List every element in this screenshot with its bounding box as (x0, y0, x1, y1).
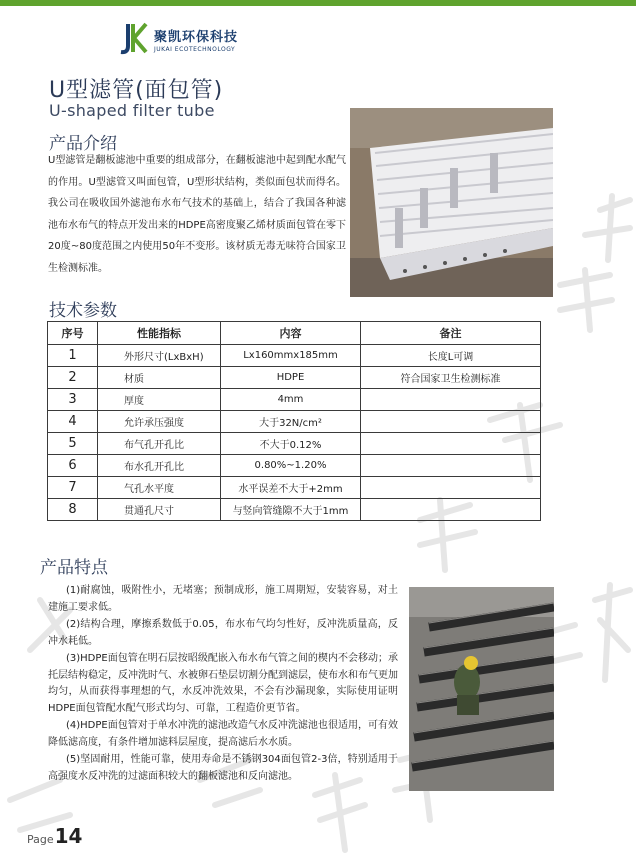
row-indicator: 气孔水平度 (98, 477, 221, 499)
table-row (48, 477, 541, 499)
row-remarks (361, 389, 541, 411)
page-footer (27, 824, 82, 848)
row-remarks: 长度L可调 (361, 345, 541, 367)
col-header-index: 序号 (48, 322, 98, 345)
features-list (48, 583, 398, 786)
intro-text: U型滤管是翻板滤池中重要的组成部分，在翻板滤池中起到配水配气的作用。U型滤管又叫面包管，U型形状结构，类似面包状而得名。我公司在吸收国外滤池布水布气技术的基础上，结合了我国各种滤池布水布气的特点开发出来的HDPE高密度聚乙烯材质面包管在零下20度~80度范围之内使用50年不变形。该材质无毒无味符合国家卫生检测标准。 (48, 155, 346, 274)
row-content: 0.80%~1.20% (221, 455, 361, 477)
row-indicator: 布气孔开孔比 (98, 433, 221, 455)
row-remarks (361, 411, 541, 433)
table-row (48, 433, 541, 455)
row-index: 1 (48, 345, 98, 367)
page-label: Page (27, 833, 54, 846)
feature-item: (2)结构合理，摩擦系数低于0.05，布水布气均匀性好，反冲洗质量高，反冲水耗低。 (48, 618, 398, 647)
row-content: 不大于0.12% (221, 433, 361, 455)
page-subtitle: U-shaped filter tube (49, 101, 215, 120)
row-indicator: 材质 (98, 367, 221, 389)
page-number: 14 (54, 824, 83, 848)
feature-item: (1)耐腐蚀，吸附性小，无堵塞；预制成形，施工周期短，安装容易，对土建施工要求低。 (48, 585, 398, 613)
feature-item: (4)HDPE面包管对于单水冲洗的滤池改造气水反冲洗滤池也很适用，可有效降低滤高度，有条件增加滤料层屋度，提高滤后水水质。 (48, 720, 398, 749)
row-index: 5 (48, 433, 98, 455)
row-index: 3 (48, 389, 98, 411)
feature-item: (3)HDPE面包管在明石层按昭级配嵌入布水布气管之间的楔内不会移动；承托层结构稳定，反冲洗时气、水被卵石垫层切割分配到滤层，使布水和布气更加均匀，从而获得事理想的气，水反冲洗效果，不会有沙漏现象，实际使用证明HDPE面包管配水配气形式均匀、可靠，工程造价更节省。 (48, 652, 398, 715)
row-indicator: 布水孔开孔比 (98, 455, 221, 477)
col-header-indicator: 性能指标 (98, 322, 221, 345)
row-remarks (361, 433, 541, 455)
logo-name-cn: 聚凯环保科技 (154, 29, 239, 45)
row-index: 6 (48, 455, 98, 477)
row-remarks (361, 477, 541, 499)
filter-tubes-photo (350, 108, 553, 297)
row-index: 2 (48, 367, 98, 389)
col-header-content: 内容 (221, 322, 361, 345)
top-accent-bar (0, 0, 636, 6)
row-remarks (361, 455, 541, 477)
feature-item: (5)坚固耐用，性能可靠，使用寿命是不锈钢304面包管2-3倍，特别适用于高强度水反冲洗的过滤面积较大的翻板滤池和反向滤池。 (48, 754, 398, 782)
row-content: 4mm (221, 389, 361, 411)
row-index: 7 (48, 477, 98, 499)
row-content: HDPE (221, 367, 361, 389)
table-row (48, 411, 541, 433)
jk-logo-icon (118, 22, 148, 56)
table-row (48, 367, 541, 389)
row-indicator: 厚度 (98, 389, 221, 411)
features-heading: 产品特点 (40, 558, 108, 578)
row-indicator: 外形尺寸(LxBxH) (98, 345, 221, 367)
row-index: 8 (48, 499, 98, 521)
table-row (48, 455, 541, 477)
row-index: 4 (48, 411, 98, 433)
col-header-remarks: 备注 (361, 322, 541, 345)
intro-heading: 产品介绍 (49, 134, 117, 154)
specs-heading: 技术参数 (49, 301, 117, 321)
row-content: Lx160mmx185mm (221, 345, 361, 367)
page-title: U型滤管(面包管) (49, 78, 224, 103)
installation-photo (409, 587, 554, 791)
row-indicator: 允许承压强度 (98, 411, 221, 433)
logo-name-en: JUKAI ECOTECHNOLOGY (154, 45, 236, 53)
row-content: 水平误差不大于+2mm (221, 477, 361, 499)
table-row (48, 345, 541, 367)
table-header-row (48, 322, 541, 345)
row-content: 与竖向管缝隙不大于1mm (221, 499, 361, 521)
table-row (48, 389, 541, 411)
row-indicator: 贯通孔尺寸 (98, 499, 221, 521)
specs-table (47, 321, 541, 521)
row-remarks: 符合国家卫生检测标准 (361, 367, 541, 389)
company-logo (118, 22, 238, 56)
row-content: 大于32N/cm² (221, 411, 361, 433)
row-remarks (361, 499, 541, 521)
table-row (48, 499, 541, 521)
